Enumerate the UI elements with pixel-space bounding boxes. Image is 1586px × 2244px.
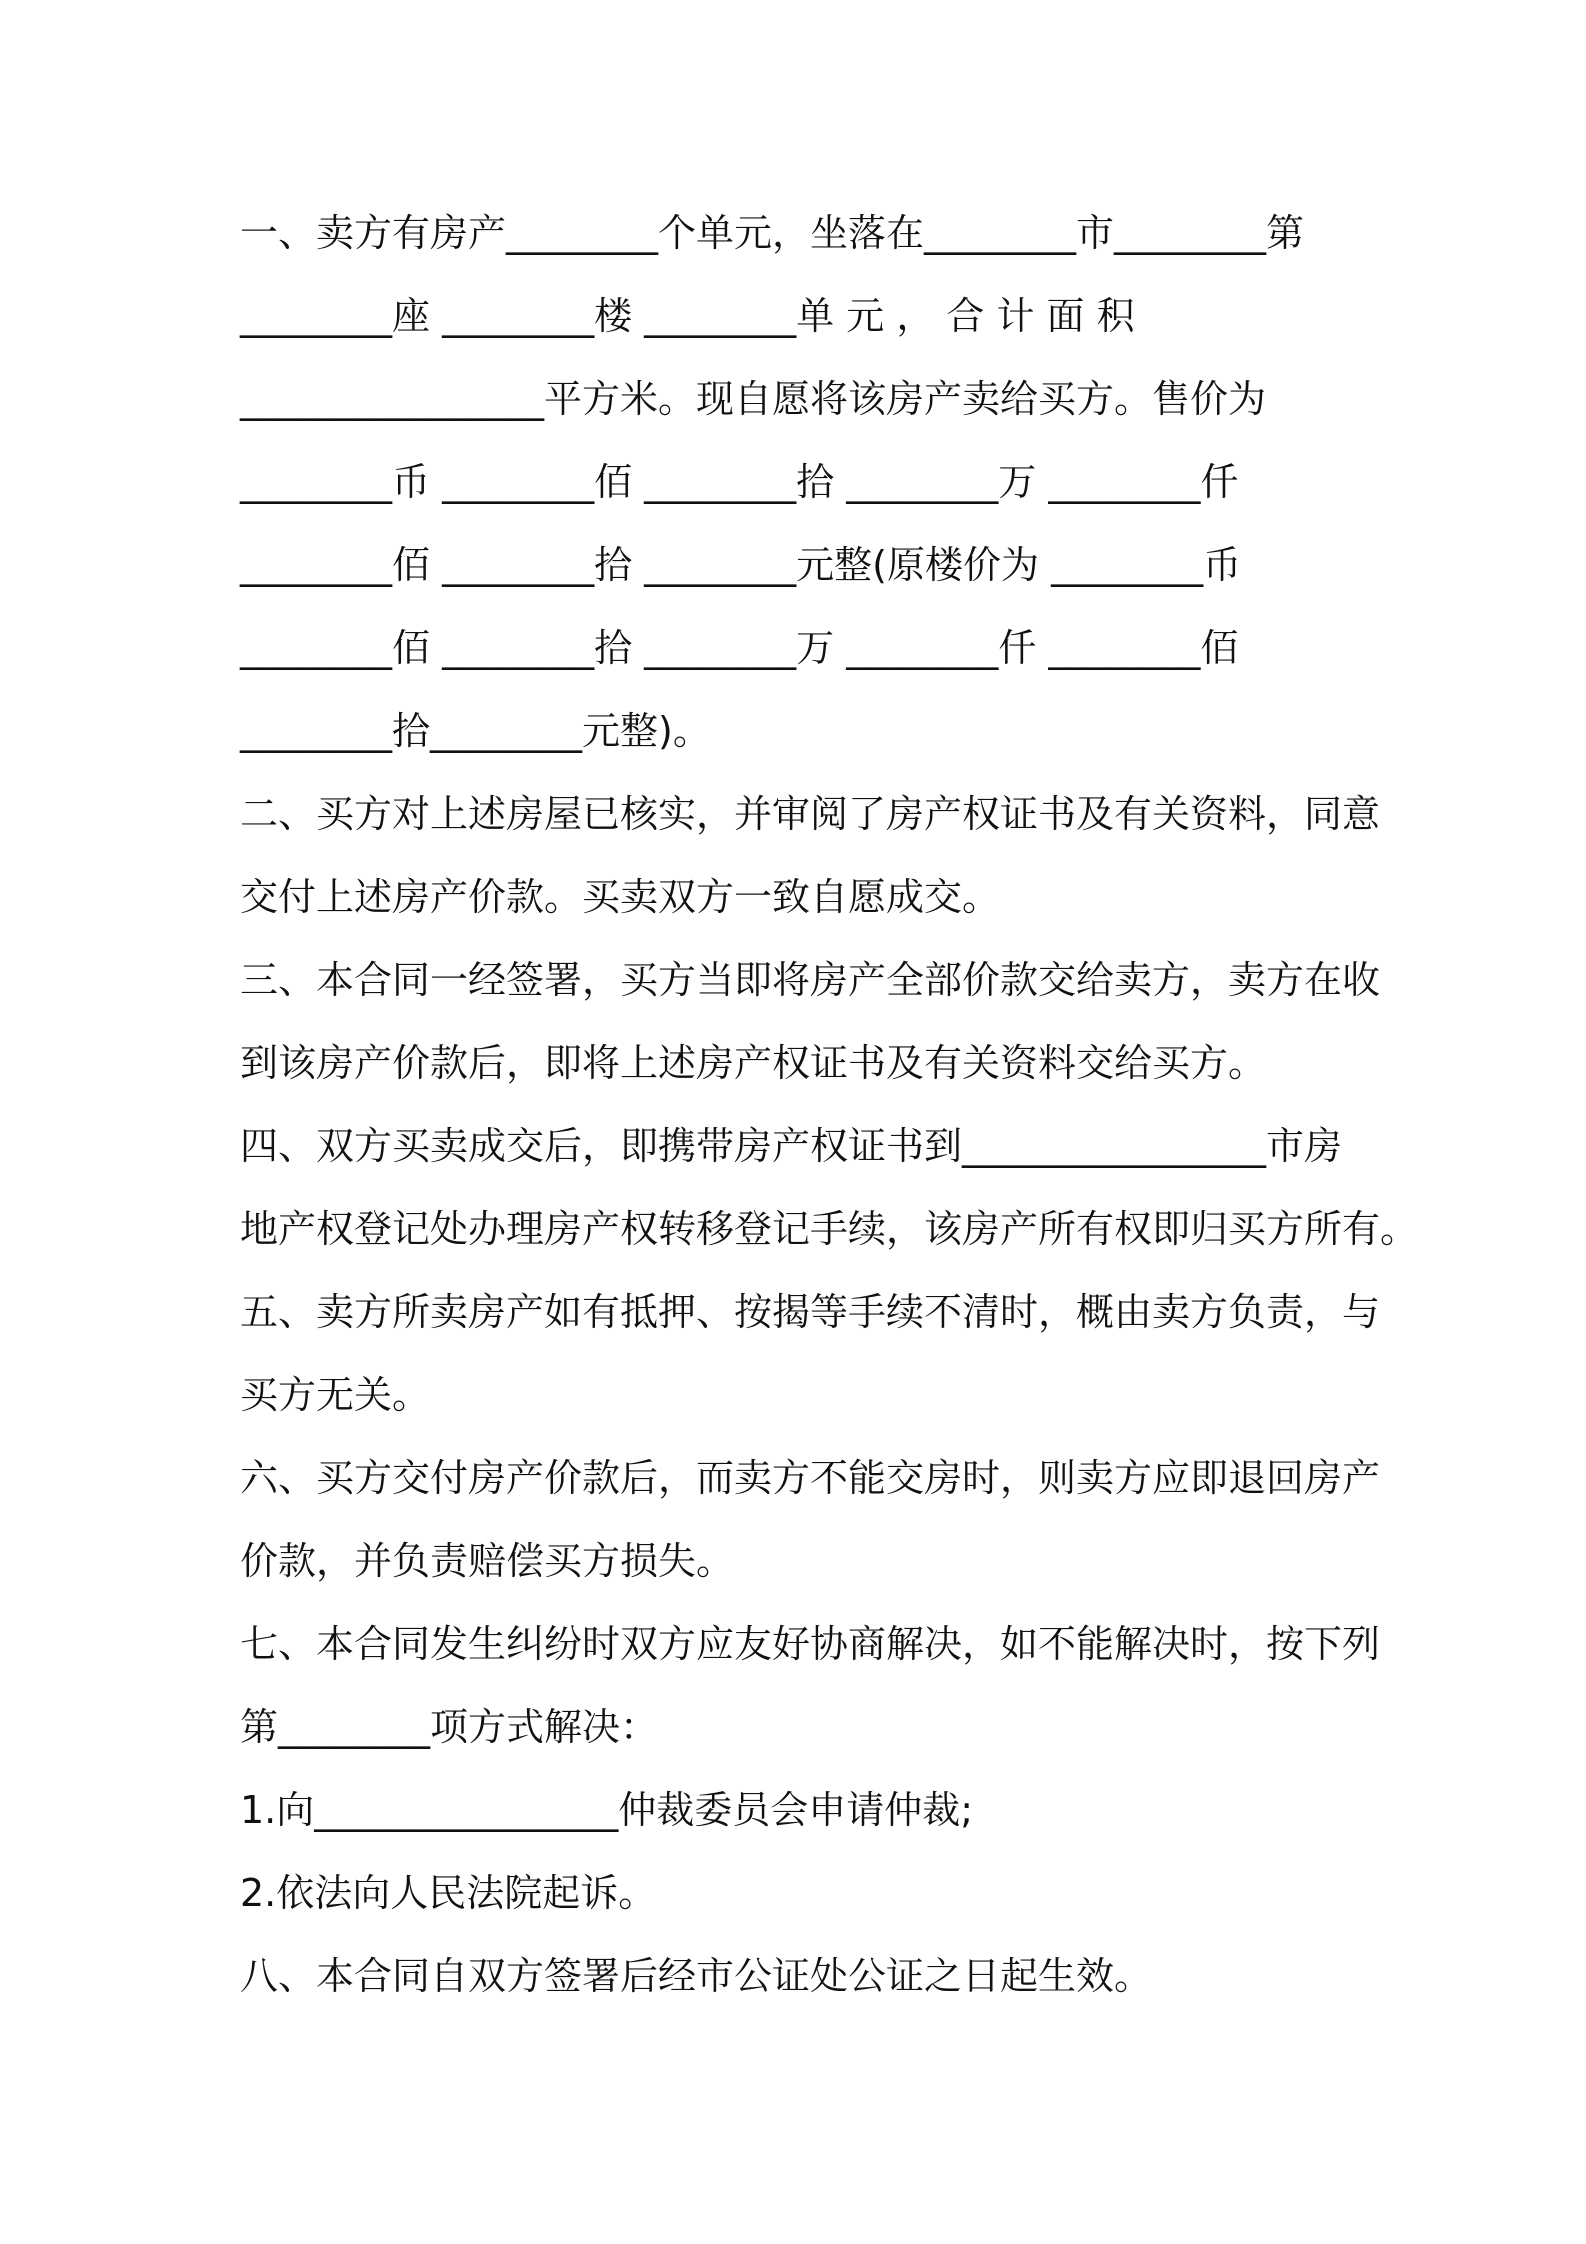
clause-2-line-1: 二、买方对上述房屋已核实，并审阅了房产权证书及有关资料，同意 xyxy=(240,792,1381,836)
clause-8-line-1: 八、本合同自双方签署后经市公证处公证之日起生效。 xyxy=(240,1954,1153,1998)
clause-4-line-2: 地产权登记处办理房产权转移登记手续，该房产所有权即归买方所有。 xyxy=(240,1207,1419,1251)
clause-1-line-6: ________佰 ________拾 ________万 ________仟 ________佰 xyxy=(240,626,1239,670)
clause-7-line-1: 七、本合同发生纠纷时双方应友好协商解决，如不能解决时，按下列 xyxy=(240,1622,1381,1666)
clause-3-line-1: 三、本合同一经签署，买方当即将房产全部价款交给卖方，卖方在收 xyxy=(240,958,1381,1002)
contract-body xyxy=(240,192,1419,2018)
clause-1-line-4: ________币 ________佰 ________拾 ________万 ________仟 xyxy=(240,460,1239,504)
clause-2-line-2: 交付上述房产价款。买卖双方一致自愿成交。 xyxy=(240,875,1001,919)
clause-1-line-5: ________佰 ________拾 ________元整(原楼价为 ________币 xyxy=(240,543,1242,587)
clause-1-line-2: ________座 ________楼 ________单 元 ， 合 计 面 积 xyxy=(240,294,1135,338)
clause-1-line-3: ________________平方米。现自愿将该房产卖给买方。售价为 xyxy=(240,377,1267,421)
clause-5-line-2: 买方无关。 xyxy=(240,1373,431,1417)
clause-6-line-2: 价款，并负责赔偿买方损失。 xyxy=(240,1539,735,1583)
clause-7-option-2: 2.依法向人民法院起诉。 xyxy=(240,1871,657,1915)
clause-7-line-2: 第________项方式解决： xyxy=(240,1705,659,1749)
clause-1-line-1: 一、卖方有房产________个单元，坐落在________市________第 xyxy=(240,211,1305,255)
clause-7-option-1: 1.向________________仲裁委员会申请仲裁; xyxy=(240,1788,974,1832)
clause-3-line-2: 到该房产价款后，即将上述房产权证书及有关资料交给买方。 xyxy=(240,1041,1267,1085)
clause-4-line-1: 四、双方买卖成交后，即携带房产权证书到________________市房 xyxy=(240,1124,1343,1168)
clause-1-line-7: ________拾________元整)。 xyxy=(240,709,711,753)
clause-5-line-1: 五、卖方所卖房产如有抵押、按揭等手续不清时，概由卖方负责，与 xyxy=(240,1290,1381,1334)
clause-6-line-1: 六、买方交付房产价款后，而卖方不能交房时，则卖方应即退回房产 xyxy=(240,1456,1381,1500)
